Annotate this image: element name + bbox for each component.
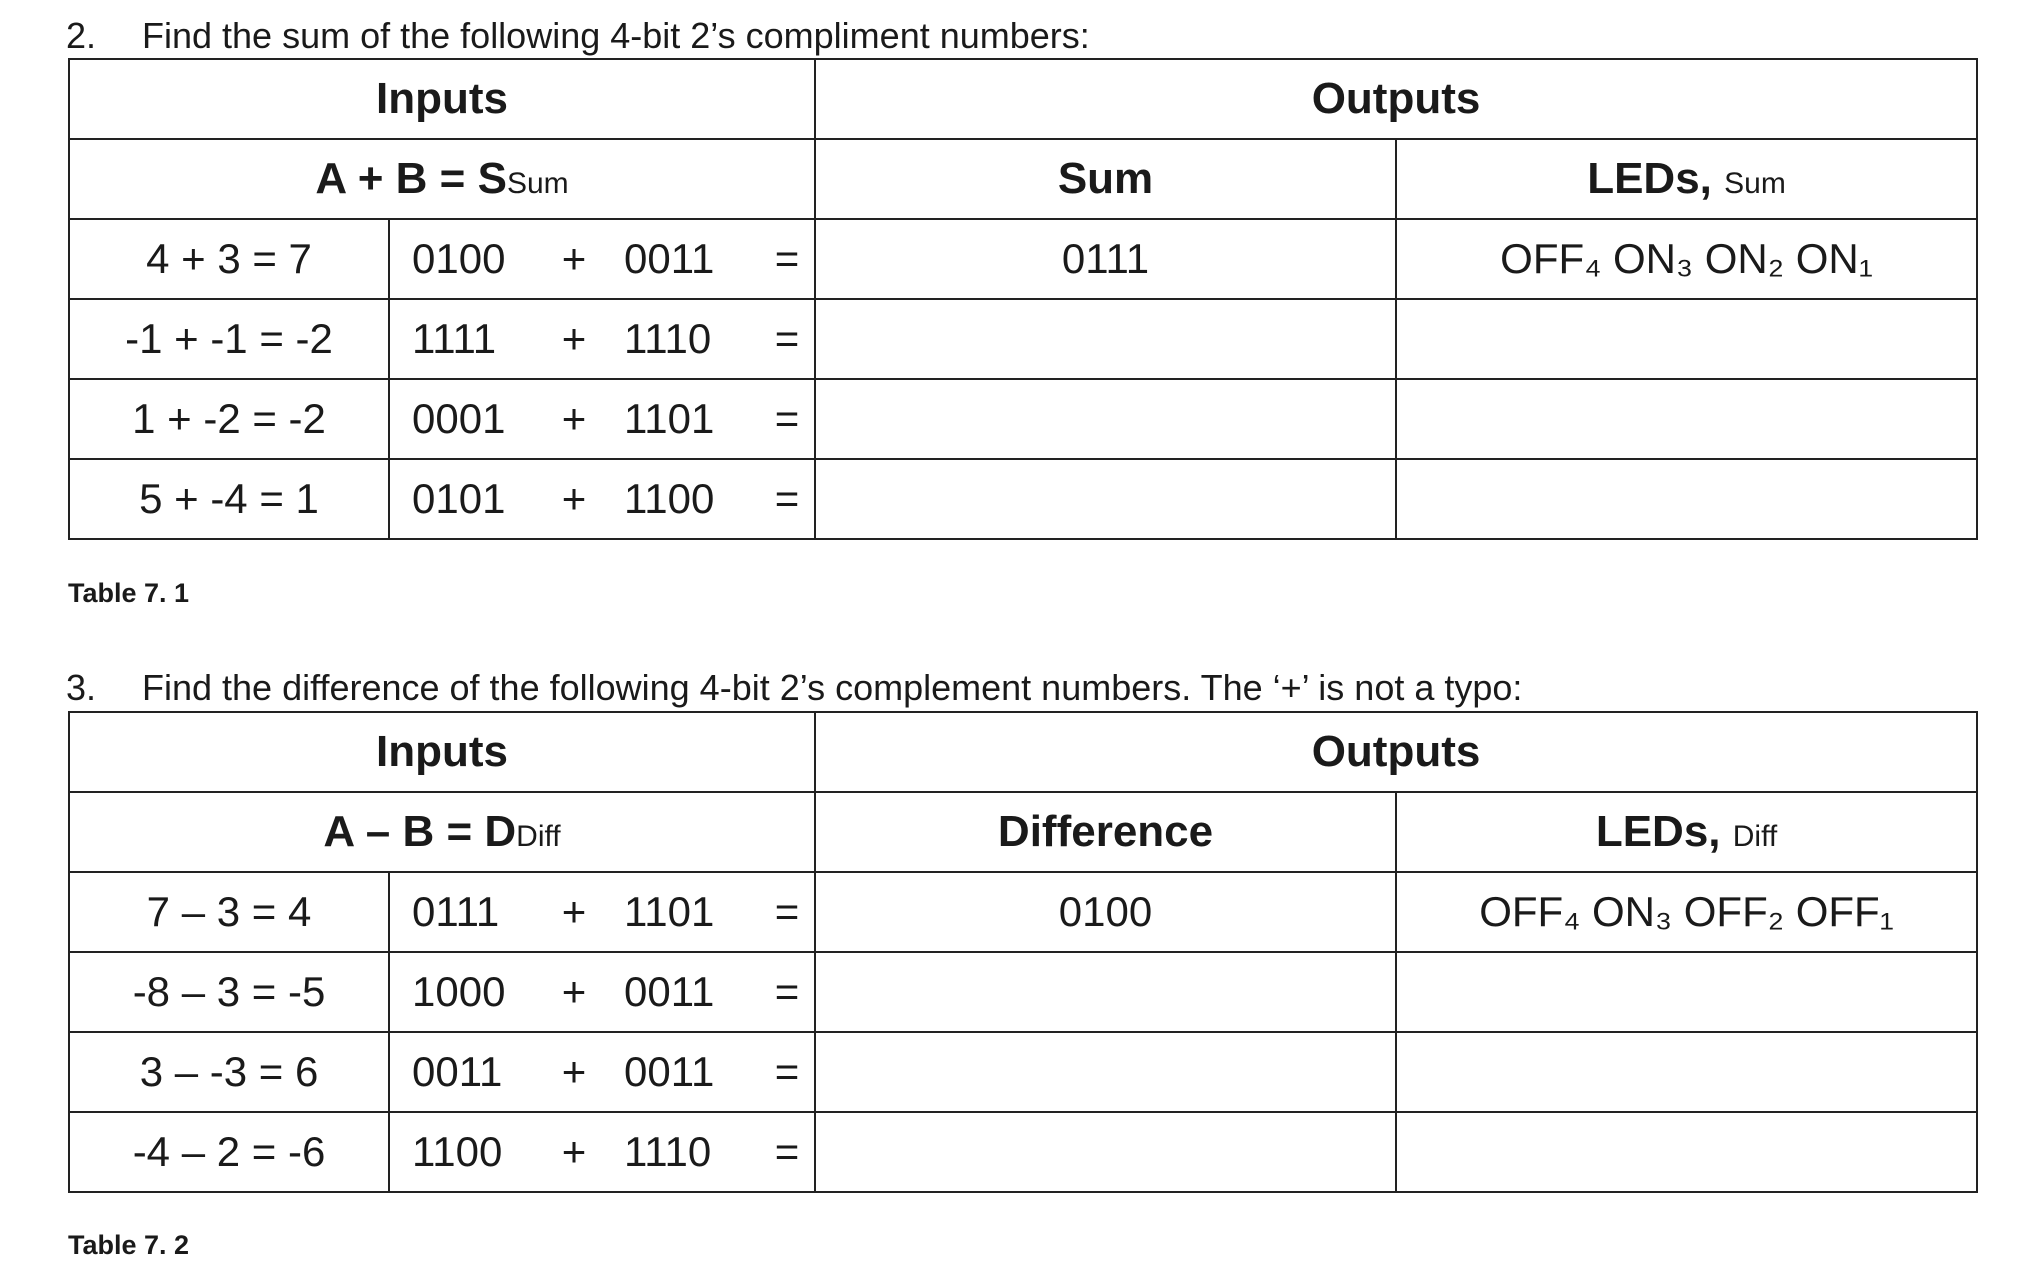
leds-cell[interactable]: OFF₄ ON₃ ON₂ ON₁ <box>1396 219 1977 299</box>
table-row <box>69 952 1977 1032</box>
table-row <box>69 459 1977 539</box>
question-number: 2. <box>66 15 97 56</box>
result-cell[interactable]: 0111 <box>815 219 1396 299</box>
binary-operands: 0100 + 0011 = <box>389 219 815 299</box>
result-cell[interactable] <box>815 952 1396 1032</box>
table-caption: Table 7. 1 <box>68 578 190 608</box>
sum-header: Sum <box>815 139 1396 219</box>
table-row <box>69 299 1977 379</box>
binary-operands: 0111 + 1101 = <box>389 872 815 952</box>
inputs-header: Inputs <box>69 59 815 139</box>
table-row <box>69 1112 1977 1192</box>
difference-header: Difference <box>815 792 1396 872</box>
leds-header: LEDs, Diff <box>1396 792 1977 872</box>
leds-header: LEDs, Sum <box>1396 139 1977 219</box>
result-cell[interactable] <box>815 1112 1396 1192</box>
leds-cell[interactable] <box>1396 299 1977 379</box>
leds-cell[interactable] <box>1396 952 1977 1032</box>
table-row <box>69 872 1977 952</box>
result-cell[interactable] <box>815 379 1396 459</box>
binary-operands: 1000 + 0011 = <box>389 952 815 1032</box>
decimal-equation: -4 – 2 = -6 <box>69 1112 389 1192</box>
equation-header: A + B = SSum <box>69 139 815 219</box>
decimal-equation: 4 + 3 = 7 <box>69 219 389 299</box>
table-row <box>69 219 1977 299</box>
outputs-header: Outputs <box>815 712 1977 792</box>
binary-operands: 0101 + 1100 = <box>389 459 815 539</box>
table-7-2 <box>68 711 1978 1193</box>
leds-cell[interactable] <box>1396 1112 1977 1192</box>
question-3 <box>66 666 1522 710</box>
result-cell[interactable] <box>815 299 1396 379</box>
outputs-header: Outputs <box>815 59 1977 139</box>
binary-operands: 1100 + 1110 = <box>389 1112 815 1192</box>
question-number: 3. <box>66 667 97 708</box>
decimal-equation: -8 – 3 = -5 <box>69 952 389 1032</box>
inputs-header: Inputs <box>69 712 815 792</box>
result-cell[interactable] <box>815 1032 1396 1112</box>
binary-operands: 0011 + 0011 = <box>389 1032 815 1112</box>
result-cell[interactable]: 0100 <box>815 872 1396 952</box>
decimal-equation: 3 – -3 = 6 <box>69 1032 389 1112</box>
decimal-equation: 7 – 3 = 4 <box>69 872 389 952</box>
leds-cell[interactable]: OFF₄ ON₃ OFF₂ OFF₁ <box>1396 872 1977 952</box>
binary-operands: 0001 + 1101 = <box>389 379 815 459</box>
binary-operands: 1111 + 1110 = <box>389 299 815 379</box>
equation-header: A – B = DDiff <box>69 792 815 872</box>
decimal-equation: 5 + -4 = 1 <box>69 459 389 539</box>
question-text: Find the sum of the following 4-bit 2’s compliment numbers: <box>142 15 1090 56</box>
table-row <box>69 379 1977 459</box>
decimal-equation: 1 + -2 = -2 <box>69 379 389 459</box>
leds-cell[interactable] <box>1396 1032 1977 1112</box>
leds-cell[interactable] <box>1396 379 1977 459</box>
table-7-1 <box>68 58 1978 540</box>
leds-cell[interactable] <box>1396 459 1977 539</box>
decimal-equation: -1 + -1 = -2 <box>69 299 389 379</box>
result-cell[interactable] <box>815 459 1396 539</box>
table-caption: Table 7. 2 <box>68 1230 190 1260</box>
question-text: Find the difference of the following 4-bit 2’s complement numbers. The ‘+’ is not a typo: <box>142 667 1523 708</box>
table-row <box>69 1032 1977 1112</box>
question-2 <box>66 14 1090 58</box>
